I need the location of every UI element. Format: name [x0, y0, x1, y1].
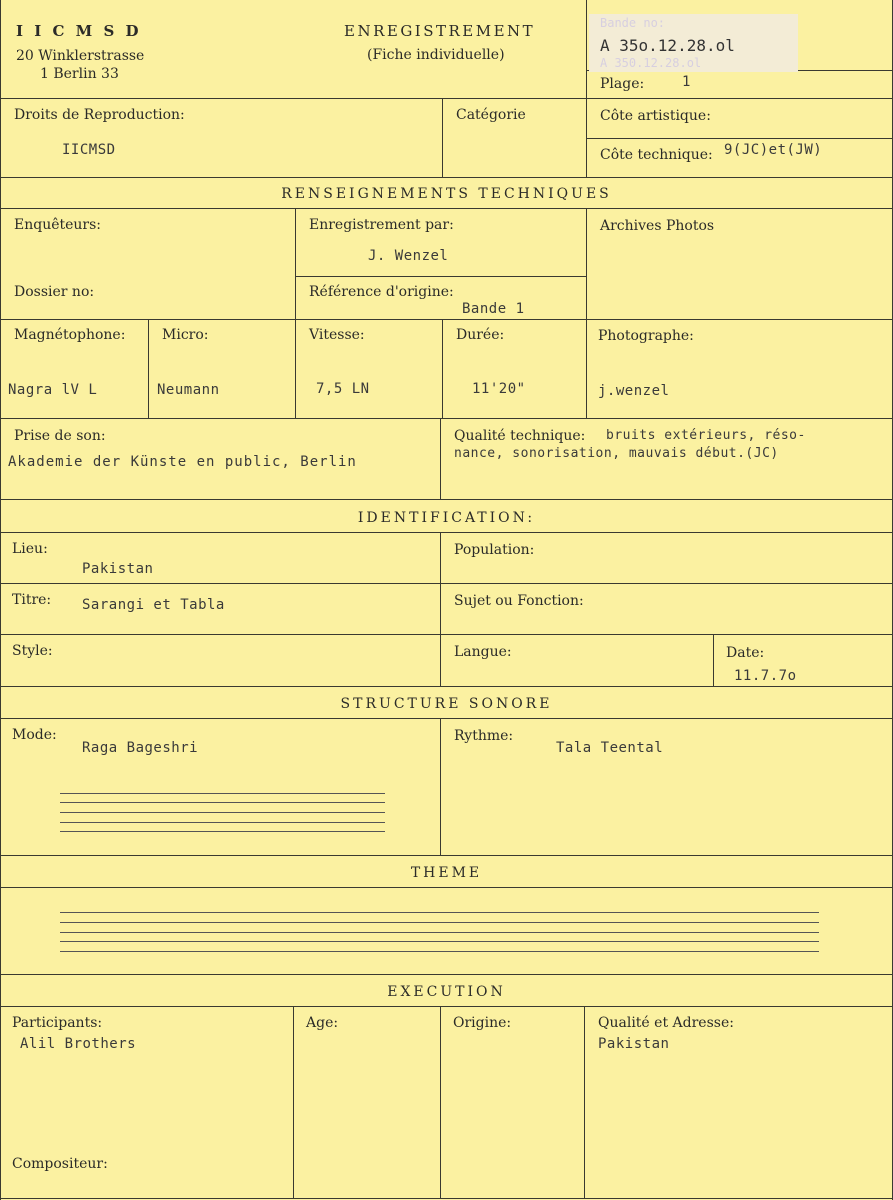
cote-artistique-label: Côte artistique:	[600, 108, 711, 124]
divider	[0, 634, 893, 635]
dossier-label: Dossier no:	[14, 284, 95, 300]
cote-technique-value: 9(JC)et(JW)	[724, 142, 823, 158]
compositeur-label: Compositeur:	[12, 1156, 108, 1172]
section-title-technical: RENSEIGNEMENTS TECHNIQUES	[281, 186, 612, 202]
org-name: I I C M S D	[16, 22, 142, 40]
mode-writing-line	[60, 822, 385, 823]
divider	[0, 583, 893, 584]
divider	[0, 855, 893, 856]
duree-label: Durée:	[456, 327, 505, 343]
reference-value: Bande 1	[462, 301, 525, 317]
org-address-line2: 1 Berlin 33	[40, 66, 119, 82]
form-title: ENREGISTREMENT	[344, 22, 536, 40]
date-value: 11.7.7o	[734, 668, 797, 684]
qualite-adresse-value: Pakistan	[598, 1036, 670, 1052]
magnetophone-label: Magnétophone:	[14, 327, 126, 343]
enregistrement-par-label: Enregistrement par:	[309, 217, 454, 233]
divider	[295, 276, 586, 277]
titre-value: Sarangi et Tabla	[82, 597, 225, 613]
qualite-technique-value-2: nance, sonorisation, mauvais début.(JC)	[454, 446, 779, 461]
vitesse-label: Vitesse:	[309, 327, 365, 343]
titre-label: Titre:	[12, 592, 52, 608]
divider	[713, 634, 714, 686]
enqueteurs-label: Enquêteurs:	[14, 217, 102, 233]
divider	[0, 974, 893, 975]
divider	[0, 0, 1, 1200]
section-title-theme: THEME	[410, 865, 483, 881]
qualite-technique-value-1: bruits extérieurs, réso-	[606, 428, 806, 443]
divider	[0, 1006, 893, 1007]
vitesse-value: 7,5 LN	[316, 381, 370, 397]
tape-number: A 35o.12.28.ol	[600, 36, 735, 55]
divider	[293, 1006, 294, 1198]
divider	[0, 418, 893, 419]
photographe-value: j.wenzel	[598, 383, 670, 399]
qualite-adresse-label: Qualité et Adresse:	[598, 1015, 734, 1031]
ghost-label: Bande no:	[600, 16, 666, 30]
date-label: Date:	[726, 645, 765, 661]
micro-label: Micro:	[162, 327, 209, 343]
langue-label: Langue:	[454, 644, 512, 660]
mode-writing-line	[60, 802, 385, 803]
divider	[440, 718, 441, 855]
divider	[0, 532, 893, 533]
divider	[584, 1006, 585, 1198]
divider	[0, 887, 893, 888]
theme-staff-line	[60, 912, 819, 913]
divider	[0, 319, 893, 320]
lieu-label: Lieu:	[12, 541, 48, 557]
style-label: Style:	[12, 643, 53, 659]
theme-staff-line	[60, 932, 819, 933]
sujet-label: Sujet ou Fonction:	[454, 593, 584, 609]
theme-staff-line	[60, 951, 819, 952]
section-title-execution: EXECUTION	[387, 984, 506, 1000]
prise-de-son-value: Akademie der Künste en public, Berlin	[8, 454, 357, 470]
divider	[440, 532, 441, 686]
plage-label: Plage:	[600, 76, 645, 92]
org-address-line1: 20 Winklerstrasse	[16, 48, 145, 64]
divider	[0, 1198, 893, 1199]
qualite-technique-label: Qualité technique:	[454, 428, 586, 444]
divider	[442, 319, 443, 418]
population-label: Population:	[454, 542, 535, 558]
divider	[586, 0, 587, 177]
rights-label: Droits de Reproduction:	[14, 107, 185, 123]
theme-staff-line	[60, 941, 819, 942]
rythme-value: Tala Teental	[556, 740, 664, 756]
magnetophone-value: Nagra lV L	[8, 382, 98, 398]
reference-label: Référence d'origine:	[309, 284, 454, 300]
theme-staff-line	[60, 922, 819, 923]
mode-writing-line	[60, 831, 385, 832]
mode-value: Raga Bageshri	[82, 740, 199, 756]
divider	[0, 177, 893, 178]
rights-value: IICMSD	[62, 142, 116, 158]
mode-label: Mode:	[12, 727, 57, 743]
divider	[0, 686, 893, 687]
prise-de-son-label: Prise de son:	[14, 428, 106, 444]
divider	[295, 208, 296, 418]
rythme-label: Rythme:	[454, 728, 514, 744]
micro-value: Neumann	[157, 382, 220, 398]
photographe-label: Photographe:	[598, 328, 694, 344]
divider	[586, 208, 587, 418]
divider	[0, 718, 893, 719]
origine-label: Origine:	[453, 1015, 512, 1031]
divider	[440, 418, 441, 499]
lieu-value: Pakistan	[82, 561, 154, 577]
plage-value: 1	[682, 74, 691, 90]
section-title-identification: IDENTIFICATION:	[357, 510, 536, 526]
divider	[0, 98, 893, 99]
divider	[0, 208, 893, 209]
divider	[0, 499, 893, 500]
categorie-label: Catégorie	[456, 107, 526, 123]
ghost-number: A 350.12.28.ol	[600, 56, 702, 70]
divider	[586, 138, 893, 139]
divider	[440, 1006, 441, 1198]
participants-value: Alil Brothers	[20, 1036, 137, 1052]
section-title-structure: STRUCTURE SONORE	[340, 696, 553, 712]
mode-writing-line	[60, 812, 385, 813]
cote-technique-label: Côte technique:	[600, 147, 713, 163]
archives-photos-label: Archives Photos	[600, 218, 715, 234]
age-label: Age:	[306, 1015, 339, 1031]
enregistrement-par-value: J. Wenzel	[368, 248, 449, 264]
duree-value: 11'20"	[472, 381, 526, 397]
mode-writing-line	[60, 793, 385, 794]
divider	[442, 98, 443, 177]
divider	[148, 319, 149, 418]
participants-label: Participants:	[12, 1015, 103, 1031]
form-subtitle: (Fiche individuelle)	[367, 47, 505, 63]
